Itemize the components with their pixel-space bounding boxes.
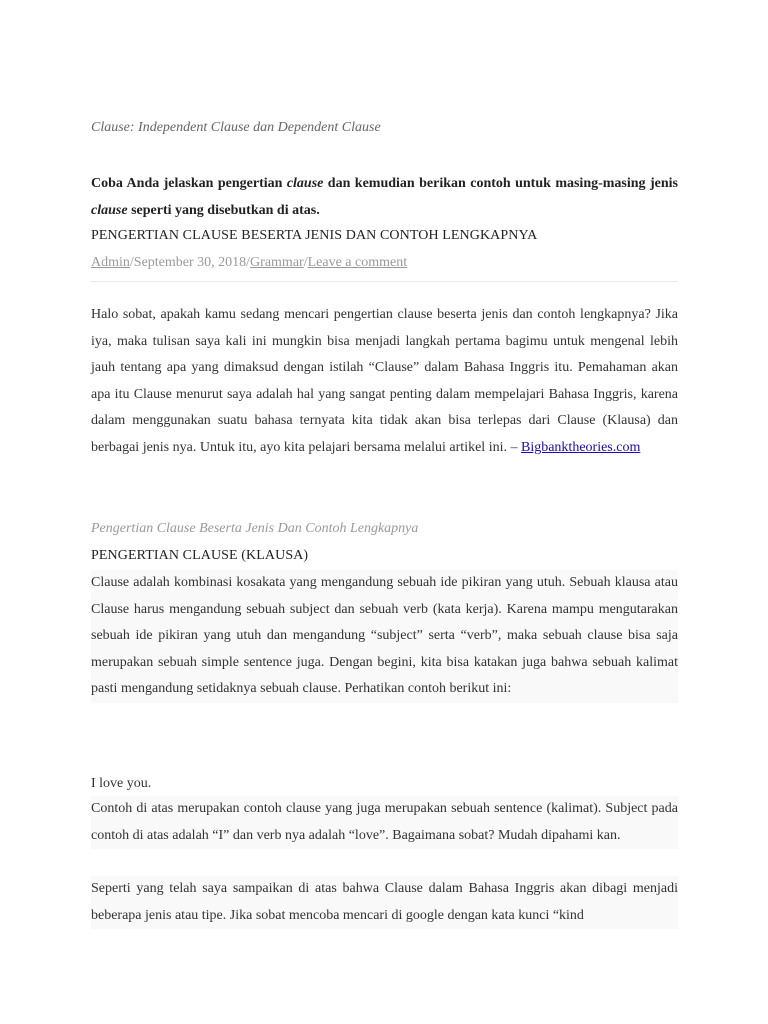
page-title: Clause: Independent Clause dan Dependent Clause: [91, 120, 381, 135]
intro-paragraph: [91, 302, 678, 462]
intro-text: Halo sobat, apakah kamu sedang mencari pengertian clause beserta jenis dan contoh lengkapnya? Jika iya, maka tulisan saya kali ini mungkin bisa menjadi langkah pertama bagimu untuk mengenal lebih jauh tentang apa yang dimaksud dengan istilah “Clause” dalam Bahasa Inggris itu. Pemahaman akan apa itu Clause menurut saya adalah hal yang sangat penting dalam mempelajari Bahasa Inggris, karena dalam menggunakan suatu bahasa ternyata kita tidak akan bisa terlepas dari Clause (Klausa) dan berbagai jenis nya. Untuk itu, ayo kita pelajari bersama melalui artikel ini. –: [91, 307, 678, 455]
source-link[interactable]: Bigbanktheories.com: [520, 439, 641, 455]
question-paragraph: [91, 170, 678, 224]
divider: [91, 281, 678, 282]
continuation-paragraph: Seperti yang telah saya sampaikan di atas bahwa Clause dalam Bahasa Inggris akan dibagi menjadi beberapa jenis atau tipe. Jika sobat mencoba mencari di google dengan kata kunci “kind: [91, 876, 678, 929]
example-sentence: I love you.: [91, 776, 152, 791]
question-text-1: Coba Anda jelaskan pengertian: [91, 176, 287, 191]
category-link[interactable]: Grammar: [250, 255, 304, 270]
definition-paragraph: Clause adalah kombinasi kosakata yang mengandung sebuah ide pikiran yang utuh. Sebuah klausa atau Clause harus mengandung sebuah subject dan sebuah verb (kata kerja). Karena mampu mengutarakan sebuah ide pikiran yang utuh dan mengandung “subject” serta “verb”, maka sebuah clause bisa saja merupakan sebuah simple sentence juga. Dengan begini, kita bisa katakan juga bahwa sebuah kalimat pasti mengandung setidaknya sebuah clause. Perhatikan contoh berikut ini:: [91, 570, 678, 703]
meta-separator: /: [129, 255, 134, 270]
section-heading: PENGERTIAN CLAUSE (KLAUSA): [91, 548, 309, 563]
meta-separator: /: [246, 255, 251, 270]
image-caption: Pengertian Clause Beserta Jenis Dan Contoh Lengkapnya: [91, 521, 419, 536]
comment-link[interactable]: Leave a comment: [307, 255, 408, 270]
question-emphasis-1: clause: [286, 176, 324, 191]
document-page: [91, 0, 678, 1024]
meta-separator: /: [303, 255, 308, 270]
article-heading: PENGERTIAN CLAUSE BESERTA JENIS DAN CONTOH LENGKAPNYA: [91, 228, 538, 243]
question-text-2: dan kemudian berikan contoh untuk masing-masing jenis: [323, 176, 678, 191]
post-meta: [91, 252, 407, 274]
question-text-3: seperti yang disebutkan di atas.: [127, 203, 320, 218]
explanation-paragraph: Contoh di atas merupakan contoh clause yang juga merupakan sebuah sentence (kalimat). Subject pada contoh di atas adalah “I” dan verb nya adalah “love”. Bagaimana sobat? Mudah dipahami kan.: [91, 796, 678, 849]
post-date: September 30, 2018: [133, 255, 247, 270]
author-link[interactable]: Admin: [91, 255, 130, 270]
question-emphasis-2: clause: [91, 203, 128, 218]
